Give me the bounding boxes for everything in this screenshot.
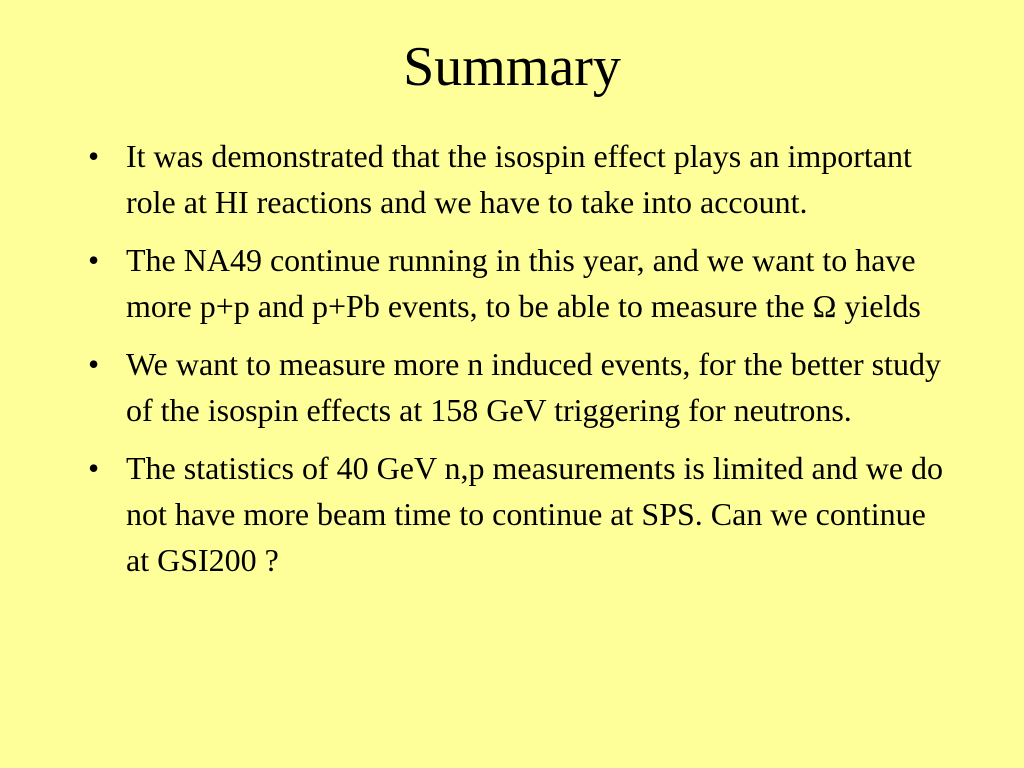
bullet-list [86, 133, 946, 595]
bullet-text: We want to measure more n induced events, for the better study of the isospin effects at 158 GeV triggering for neutrons. [126, 346, 941, 428]
bullet-marker: • [88, 138, 100, 174]
bullet-item [86, 133, 946, 225]
bullet-marker: • [88, 346, 100, 382]
bullet-item [86, 237, 946, 329]
bullet-text: The statistics of 40 GeV n,p measurements is limited and we do not have more beam time to continue at SPS. Can we continue at GSI200 ? [126, 450, 944, 578]
slide-title: Summary [403, 36, 621, 98]
bullet-text: The NA49 continue running in this year, and we want to have more p+p and p+Pb events, to be able to measure the Ω yields [126, 242, 921, 324]
bullet-marker: • [88, 242, 100, 278]
bullet-marker: • [88, 450, 100, 486]
bullet-item [86, 341, 946, 433]
bullet-text: It was demonstrated that the isospin effect plays an important role at HI reactions and we have to take into account. [126, 138, 912, 220]
bullet-item [86, 445, 946, 583]
